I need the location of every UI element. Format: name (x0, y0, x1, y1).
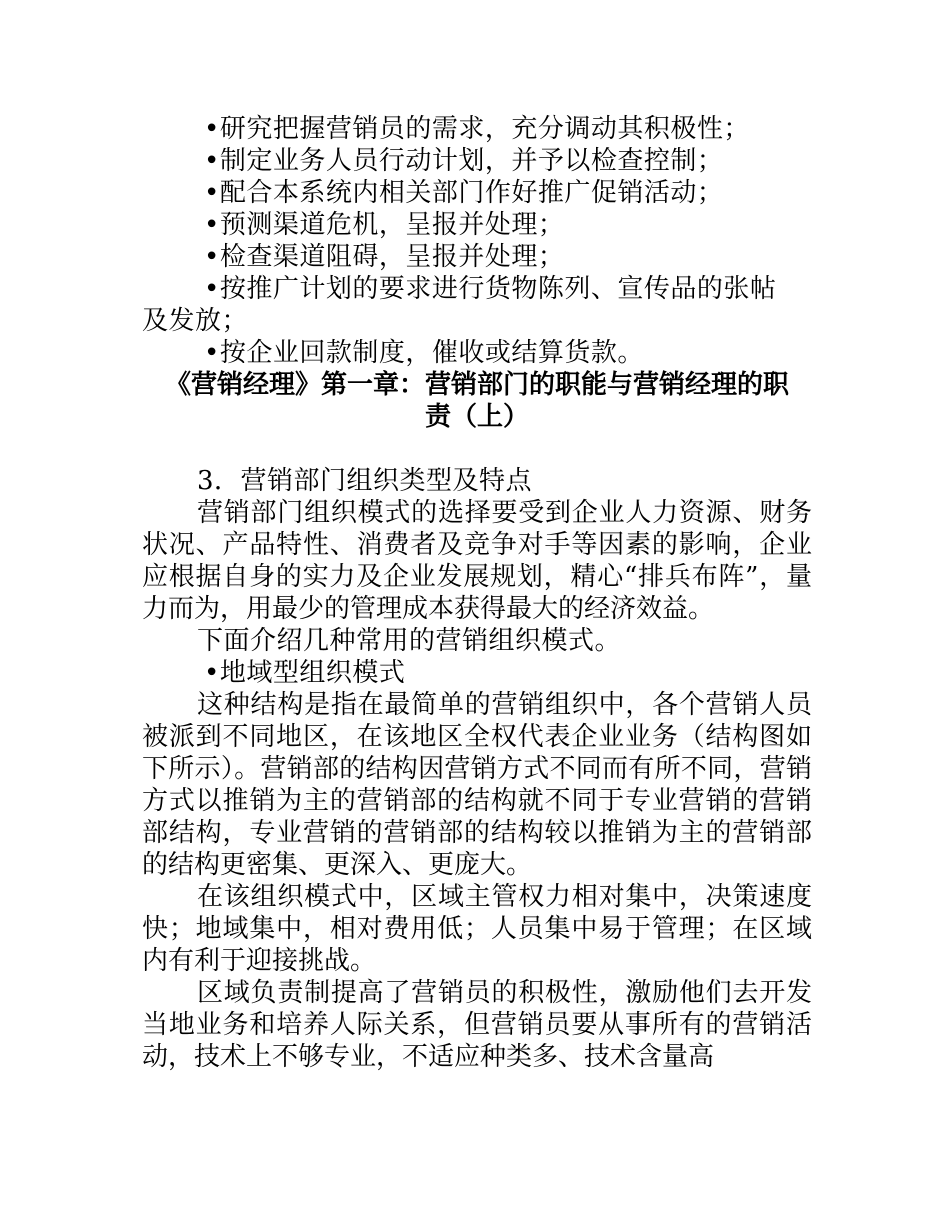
bullet-item: •地域型组织模式 (204, 658, 406, 688)
section-heading: 3．营销部门组织类型及特点 (197, 466, 533, 496)
body-paragraph: 在该组织模式中，区域主管权力相对集中，决策速度快；地域集中，相对费用低；人员集中易于管理；在区域内有利于迎接挑战。 (142, 882, 812, 976)
document-page (142, 113, 812, 1073)
blank-line (142, 433, 812, 465)
body-paragraph: 下面介绍几种常用的营销组织模式。 (197, 626, 622, 656)
chapter-title-line: 责（上） (424, 402, 529, 432)
bullet-item: •配合本系统内相关部门作好推广促销活动； (204, 178, 724, 208)
bullet-item: •按企业回款制度，催收或结算货款。 (204, 338, 644, 368)
bullet-item: •研究把握营销员的需求，充分调动其积极性； (204, 114, 750, 144)
bullet-item: •预测渠道危机，呈报并处理； (204, 210, 565, 240)
bullet-item-continuation: 及发放； (142, 306, 249, 336)
body-paragraph: 营销部门组织模式的选择要受到企业人力资源、财务状况、产品特性、消费者及竞争对手等因素的影响，企业应根据自身的实力及企业发展规划，精心“排兵布阵”，量力而为，用最少的管理成本获得最大的经济效益。 (142, 498, 812, 624)
bullet-item: •检查渠道阻碍，呈报并处理； (204, 242, 565, 272)
bullet-item: •按推广计划的要求进行货物陈列、宣传品的张帖 (204, 274, 777, 304)
chapter-title-line: 《营销经理》第一章：营销部门的职能与营销经理的职 (164, 370, 789, 400)
bullet-item: •制定业务人员行动计划，并予以检查控制； (204, 146, 724, 176)
chapter-title (142, 369, 812, 433)
body-paragraph: 区域负责制提高了营销员的积极性，激励他们去开发当地业务和培养人际关系，但营销员要从事所有的营销活动，技术上不够专业，不适应种类多、技术含量高 (142, 978, 812, 1072)
body-paragraph: 这种结构是指在最简单的营销组织中，各个营销人员被派到不同地区，在该地区全权代表企业业务（结构图如下所示）。营销部的结构因营销方式不同而有所不同，营销方式以推销为主的营销部的结构就不同于专业营销的营销部结构，专业营销的营销部的结构较以推销为主的营销部的结构更密集、更深入、更庞大。 (142, 690, 812, 880)
